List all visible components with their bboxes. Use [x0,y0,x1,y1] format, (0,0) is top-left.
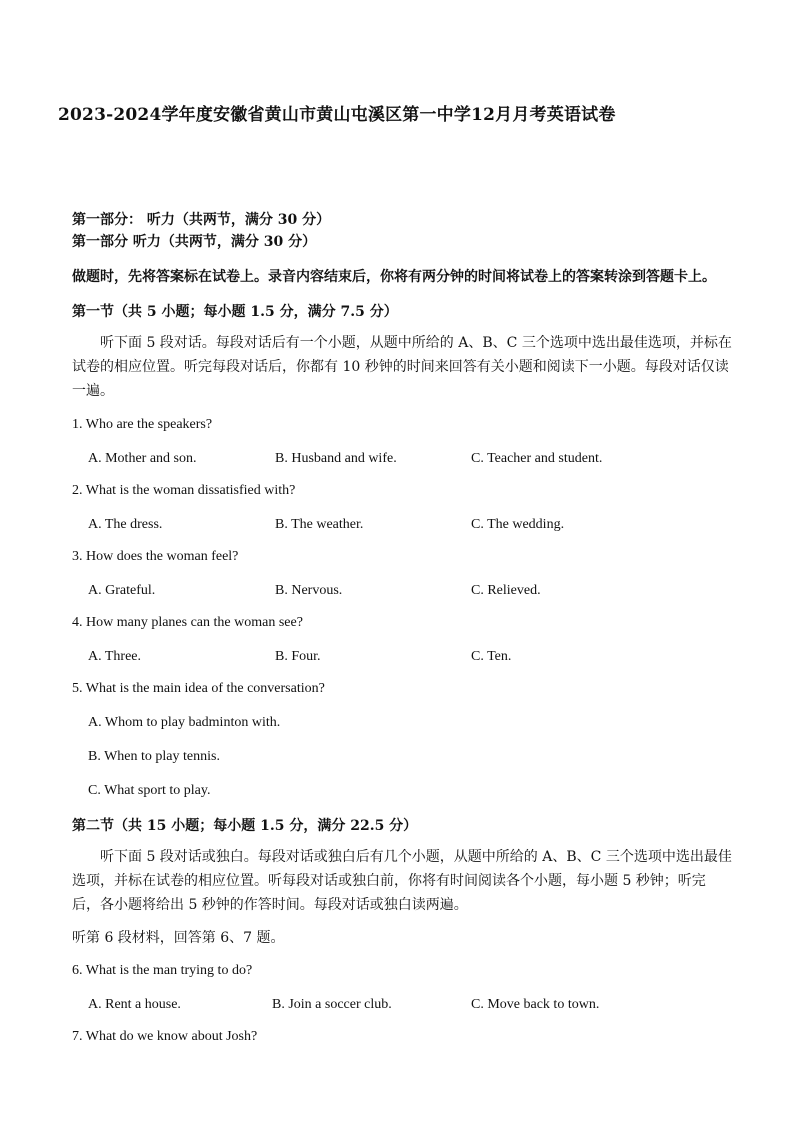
instructions: 做题时，先将答案标在试卷上。录音内容结束后，你将有两分钟的时间将试卷上的答案转涂到答题卡上。 [72,269,716,285]
question-6: 6. What is the man trying to do? [72,963,253,978]
question-4: 4. How many planes can the woman see? [72,615,303,630]
exam-body [72,209,732,1047]
option-c: C. The wedding. [471,517,565,532]
exam-title: 2023-2024学年度安徽省黄山市黄山屯溪区第一中学12月月考英语试卷 [58,105,616,125]
section1-intro: 听下面 5 段对话。每段对话后有一个小题，从题中所给的 A、B、C 三个选项中选出最佳选项，并标在试卷的相应位置。听完每段对话后，你都有 10 秒钟的时间来回答有关小题和阅读下一小题。每段对话仅读一遍。 [72,335,732,399]
option-b: B. Nervous. [275,583,343,598]
option-b: B. Husband and wife. [275,451,397,466]
question-5: 5. What is the main idea of the conversation? [72,681,325,696]
section1-heading: 第一节（共 5 小题；每小题 1.5 分，满分 7.5 分） [72,304,398,320]
question-2: 2. What is the woman dissatisfied with? [72,483,296,498]
option-c: C. Move back to town. [471,997,600,1012]
option-b: B. The weather. [275,517,364,532]
option-b: B. Join a soccer club. [272,997,392,1012]
section2-intro: 听下面 5 段对话或独白。每段对话或独白后有几个小题，从题中所给的 A、B、C 三个选项中选出最佳选项，并标在试卷的相应位置。听每段对话或独白前，你将有时间阅读各个小题，每小题 5 秒钟；听完后，各小题将给出 5 秒钟的作答时间。每段对话或独白读两遍。 [72,849,732,913]
question-5-option-b [72,747,732,767]
option-a: A. The dress. [88,517,163,532]
part1-heading-repeat: 第一部分 听力（共两节，满分 30 分） [72,234,317,250]
option-a: A. Grateful. [88,583,156,598]
option-b: B. Four. [275,649,321,664]
question-7: 7. What do we know about Josh? [72,1029,258,1044]
option-c: C. Teacher and student. [471,451,603,466]
option-c: C. Relieved. [471,583,541,598]
question-6-options [72,995,732,1015]
question-5-option-c [72,781,732,801]
option-b: B. When to play tennis. [88,749,220,764]
material-6-note: 听第 6 段材料，回答第 6、7 题。 [72,930,285,946]
option-c: C. Ten. [471,649,512,664]
option-a: A. Mother and son. [88,451,197,466]
section2-heading: 第二节（共 15 小题；每小题 1.5 分，满分 22.5 分） [72,818,418,834]
question-5-option-a [72,713,732,733]
option-a: A. Rent a house. [88,997,181,1012]
option-a: A. Three. [88,649,141,664]
question-1-options [72,449,732,469]
option-a: A. Whom to play badminton with. [88,715,281,730]
question-3: 3. How does the woman feel? [72,549,239,564]
question-4-options [72,647,732,667]
question-1: 1. Who are the speakers? [72,417,213,432]
question-2-options [72,515,732,535]
question-3-options [72,581,732,601]
option-c: C. What sport to play. [88,783,211,798]
part1-heading: 第一部分： 听力（共两节，满分 30 分） [72,212,331,228]
